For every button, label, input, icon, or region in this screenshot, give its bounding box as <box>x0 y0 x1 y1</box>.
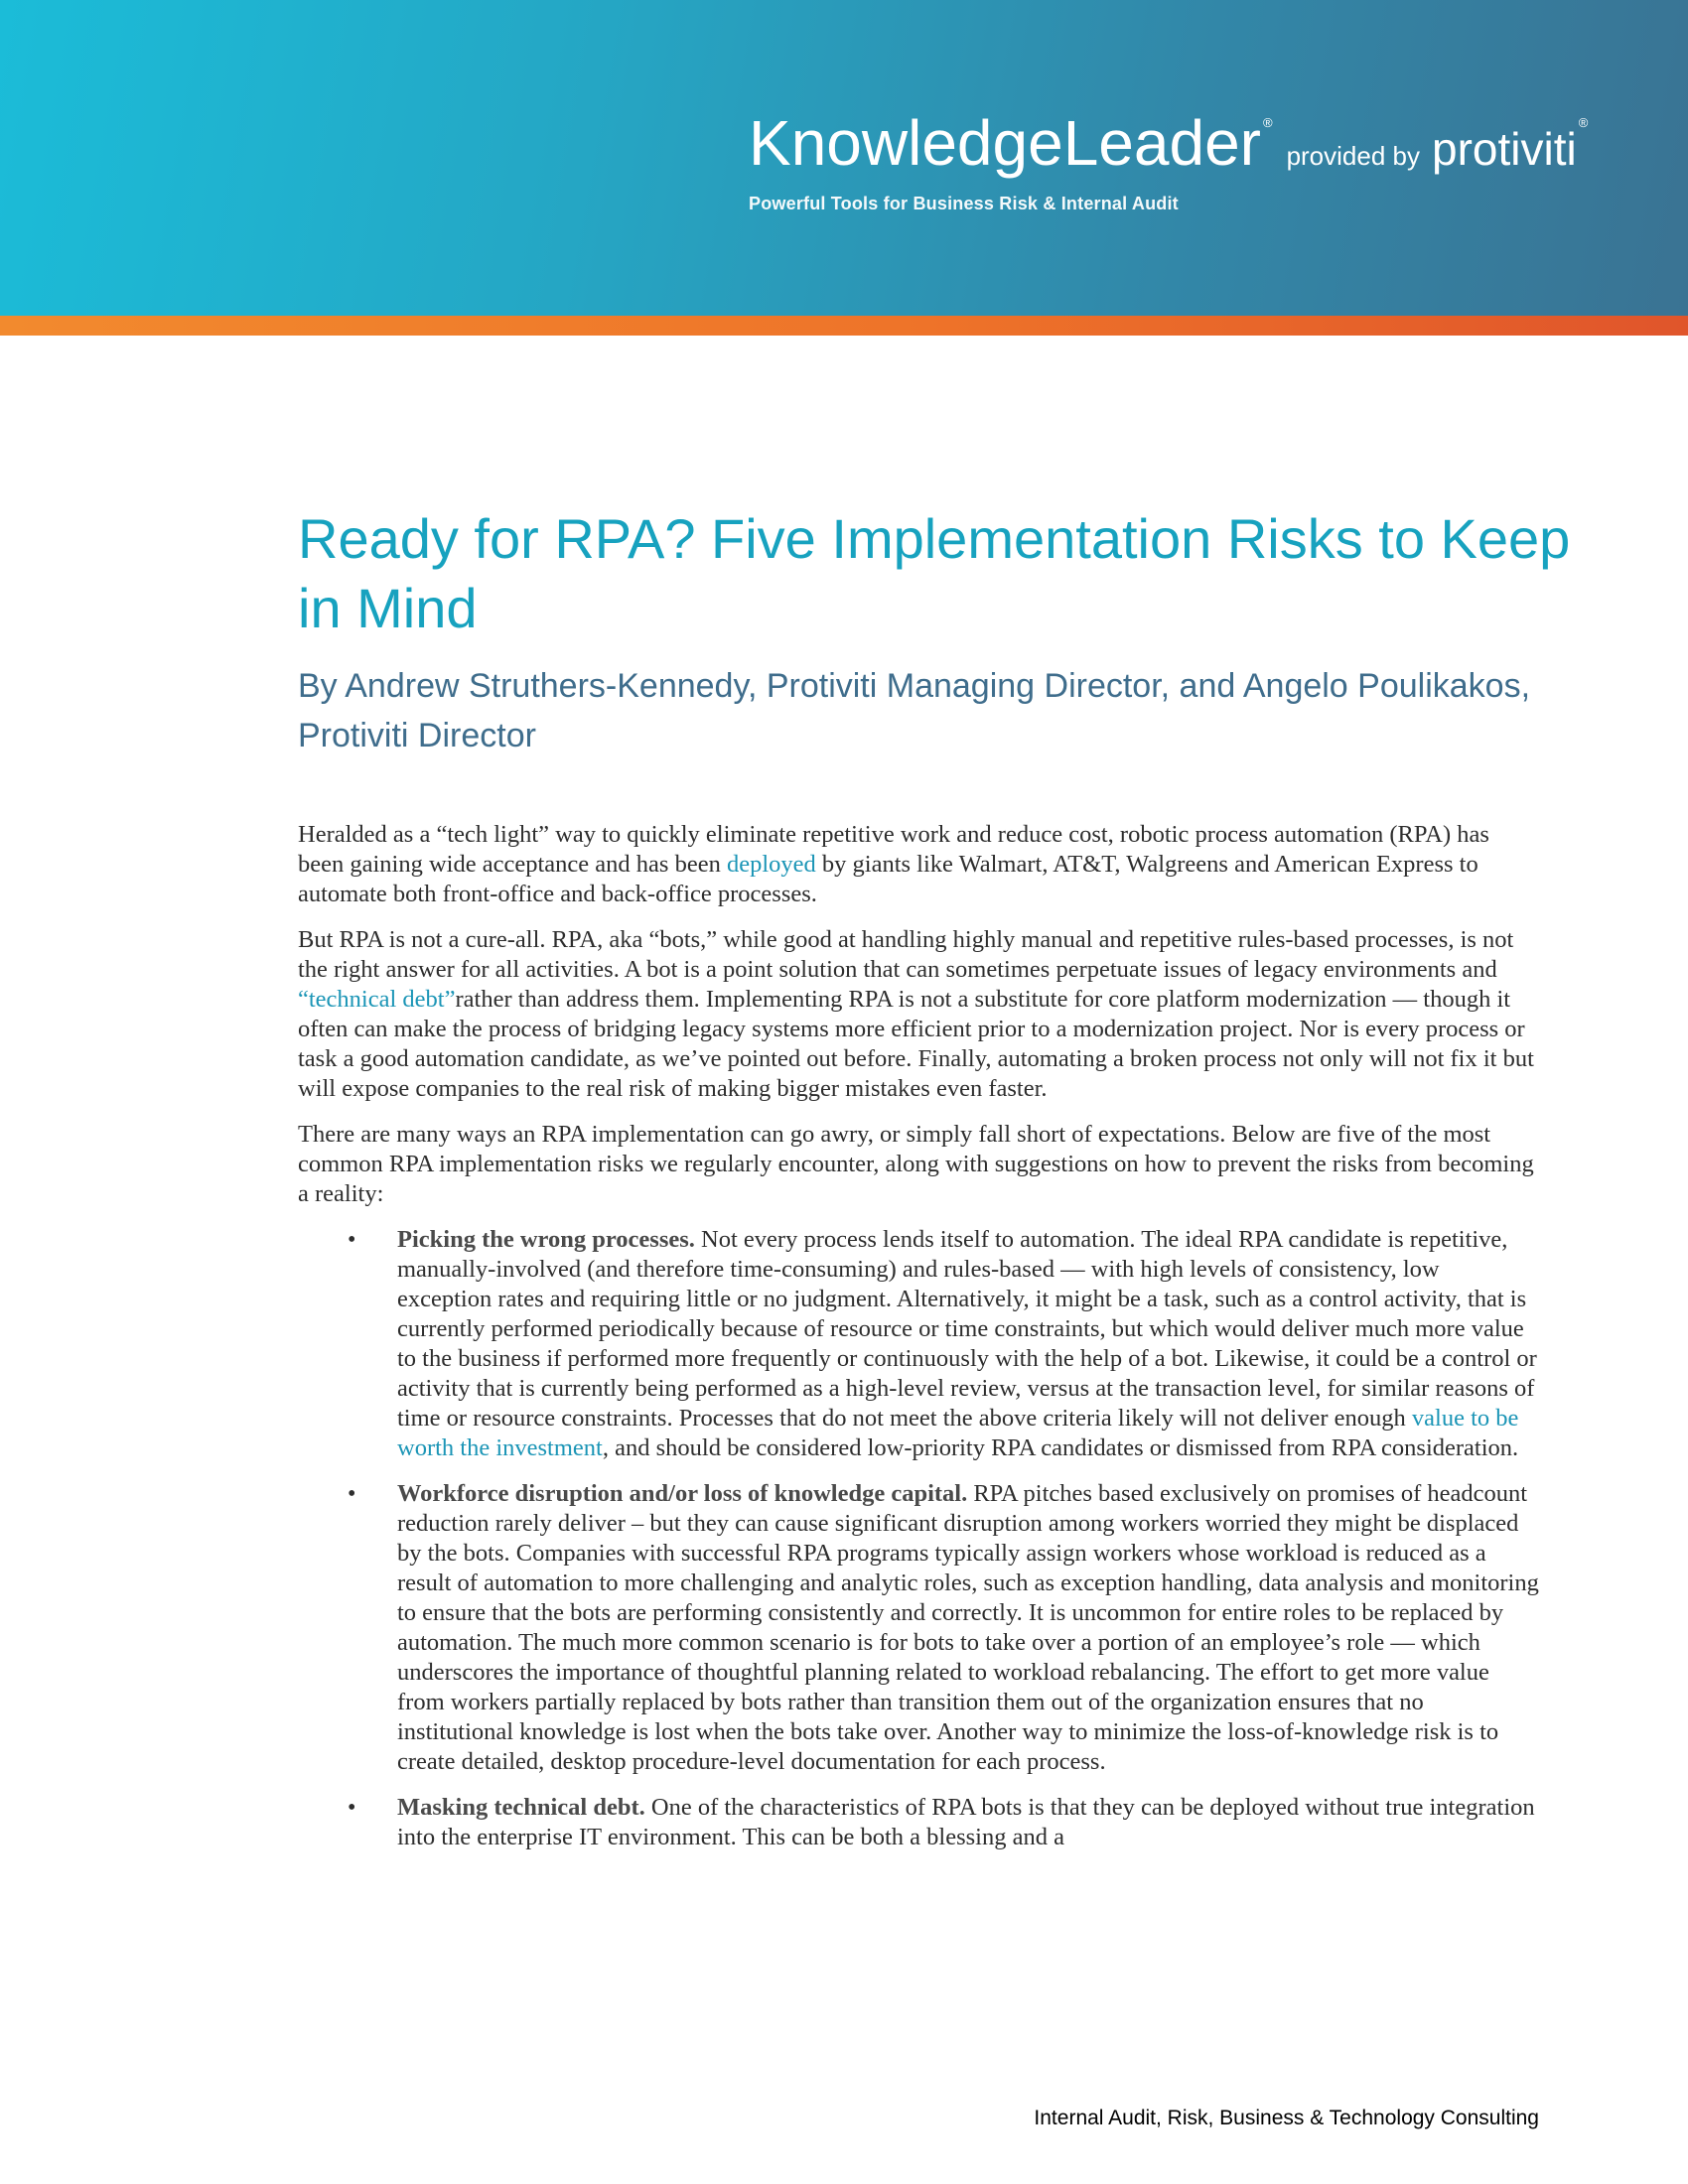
list-item <box>298 1479 1539 1777</box>
bullet-icon: • <box>348 1227 356 1253</box>
logo-tagline: Powerful Tools for Business Risk & Internal Audit <box>749 194 1179 213</box>
paragraph-text: by giants like Walmart, AT&T, Walgreens and American Express to automate both front-office and back-office processes. <box>298 851 1478 907</box>
link-value-investment[interactable]: value to be worth the investment <box>397 1405 1519 1461</box>
paragraph-cure-all <box>298 925 1539 1104</box>
registered-mark: ® <box>1262 115 1273 130</box>
paragraph-risks-intro: There are many ways an RPA implementation can go awry, or simply fall short of expectations. Below are five of the most common RPA implementation risks we regularly encounter, along with suggestions on how to prevent the risks from becoming a reality: <box>298 1121 1534 1207</box>
risk-text: Not every process lends itself to automation. The ideal RPA candidate is repetitive, manually-involved (and therefore time-consuming) and rules-based — with high levels of consistency, low exception rates and requiring little or no judgment. Alternatively, it might be a task, such as a control activity, that is currently performed periodically because of resource or time constraints, but which would deliver much more value to the business if performed more frequently or continuously with the help of a bot. Likewise, it could be a control or activity that is currently being performed as a high-level review, versus at the transaction level, for similar reasons of time or resource constraints. Processes that do not meet the above criteria likely will not deliver enough <box>397 1226 1537 1432</box>
paragraph-text: But RPA is not a cure-all. RPA, aka “bots,” while good at handling highly manual and repetitive rules-based processes, is not the right answer for all activities. A bot is a point solution that can sometimes perpetuate issues of legacy environments and <box>298 926 1514 983</box>
link-technical-debt[interactable]: “technical debt” <box>298 986 456 1013</box>
risk-text: One of the characteristics of RPA bots is that they can be deployed without true integration into the enterprise IT environment. This can be both a blessing and a <box>397 1794 1535 1850</box>
registered-mark-brand: ® <box>1578 115 1589 130</box>
footer-text: Internal Audit, Risk, Business & Technology Consulting <box>1034 2107 1539 2129</box>
risk-list <box>298 1225 1539 1852</box>
article-body <box>298 820 1539 1868</box>
link-deployed[interactable]: deployed <box>726 851 816 878</box>
accent-bar <box>0 316 1688 336</box>
protiviti-brand: protiviti <box>1431 123 1577 175</box>
knowledgeleader-logo <box>749 107 1589 214</box>
risk-title: Picking the wrong processes. <box>397 1226 695 1253</box>
bullet-icon: • <box>348 1795 356 1821</box>
list-item <box>298 1225 1539 1463</box>
risk-title: Masking technical debt. <box>397 1794 645 1821</box>
article-title: Ready for RPA? Five Implementation Risks to Keep in Mind <box>298 507 1571 639</box>
article-byline: By Andrew Struthers-Kennedy, Protiviti Managing Director, and Angelo Poulikakos, Protiviti Director <box>298 667 1531 754</box>
logo-main-text: KnowledgeLeader <box>749 107 1261 179</box>
risk-title: Workforce disruption and/or loss of knowledge capital. <box>397 1480 968 1507</box>
paragraph-text: Heralded as a “tech light” way to quickly eliminate repetitive work and reduce cost, robotic process automation (RPA) has been gaining wide acceptance and has been <box>298 821 1489 878</box>
paragraph-text: rather than address them. Implementing RPA is not a substitute for core platform modernization — though it often can make the process of bridging legacy systems more efficient prior to a modernization project. Nor is every process or task a good automation candidate, as we’ve pointed out before. Finally, automating a broken process not only will not fix it but will expose companies to the real risk of making bigger mistakes even faster. <box>298 986 1534 1102</box>
logo-provided-by: provided by <box>1286 141 1420 171</box>
paragraph-intro <box>298 820 1539 909</box>
bullet-icon: • <box>348 1481 356 1507</box>
risk-text: RPA pitches based exclusively on promises of headcount reduction rarely deliver – but they can cause significant disruption among workers worried they might be displaced by the bots. Companies with successful RPA programs typically assign workers whose workload is reduced as a result of automation to more challenging and analytic roles, such as exception handling, data analysis and monitoring to ensure that the bots are performing consistently and correctly. It is uncommon for entire roles to be replaced by automation. The much more common scenario is for bots to take over a portion of an employee’s role — which underscores the importance of thoughtful planning related to workload rebalancing. The effort to get more value from workers partially replaced by bots rather than transition them out of the organization ensures that no institutional knowledge is lost when the bots take over. Another way to minimize the loss-of-knowledge risk is to create detailed, desktop procedure-level documentation for each process. <box>397 1480 1539 1775</box>
risk-text: , and should be considered low-priority RPA candidates or dismissed from RPA consideration. <box>602 1434 1519 1461</box>
list-item <box>298 1793 1539 1852</box>
